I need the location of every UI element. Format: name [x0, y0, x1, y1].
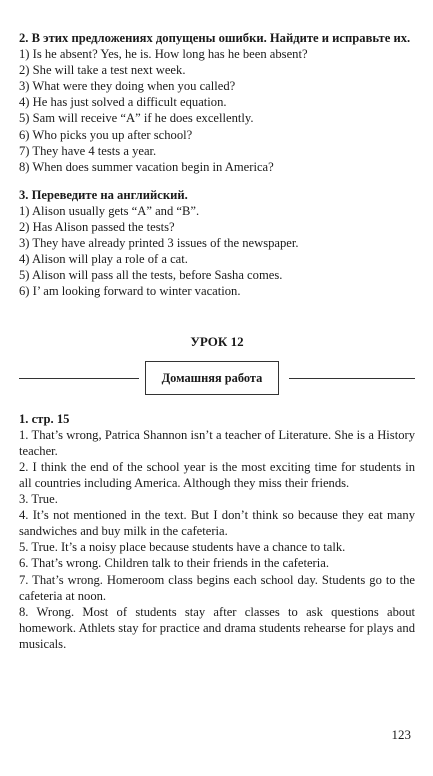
list-item: 6) Who picks you up after school? [19, 127, 193, 142]
list-item: 5) Sam will receive “A” if he does excellently. [19, 111, 254, 126]
exercise-2-title: 2. В этих предложениях допущены ошибки. Найдите и исправьте их. [19, 31, 411, 45]
list-item: 2) She will take a test next week. [19, 63, 186, 78]
list-item: 7. That’s wrong. Homeroom class begins each school day. Students go to the cafeteria at noon. [19, 572, 415, 603]
homework-divider [19, 361, 415, 397]
list-item: 2) Has Alison passed the tests? [19, 220, 175, 235]
list-item: 6) I’ am looking forward to winter vacation. [19, 284, 241, 299]
page-number: 123 [391, 727, 411, 742]
list-item: 3) They have already printed 3 issues of the newspaper. [19, 236, 299, 251]
list-item: 4) Alison will play a role of a cat. [19, 252, 188, 267]
list-item: 7) They have 4 tests a year. [19, 143, 157, 158]
list-item: 5. True. It’s a noisy place because students have a chance to talk. [19, 540, 346, 555]
list-item: 1) Alison usually gets “A” and “B”. [19, 203, 200, 218]
list-item: 3. True. [19, 492, 58, 507]
page-content [19, 30, 415, 652]
divider-line-right [289, 378, 415, 379]
exercise-3-title: 3. Переведите на английский. [19, 187, 188, 202]
homework-label-box: Домашняя работа [145, 361, 279, 395]
divider-line-left [19, 378, 139, 379]
homework-title: 1. стр. 15 [19, 411, 70, 426]
exercise-3-list [19, 203, 415, 300]
list-item: 6. That’s wrong. Children talk to their friends in the cafeteria. [19, 556, 329, 571]
list-item: 4. It’s not mentioned in the text. But I don’t think so because they eat many sandwiches and buy milk in the cafeteria. [19, 508, 415, 539]
exercise-2-list [19, 46, 415, 175]
list-item: 5) Alison will pass all the tests, before Sasha comes. [19, 268, 283, 283]
list-item: 2. I think the end of the school year is the most exciting time for students in all countries including America. Although they miss their friends. [19, 459, 415, 490]
list-item: 8) When does summer vacation begin in America? [19, 159, 274, 174]
lesson-heading: УРОК 12 [190, 333, 244, 349]
list-item: 3) What were they doing when you called? [19, 79, 236, 94]
list-item: 4) He has just solved a difficult equation. [19, 95, 227, 110]
list-item: 1) Is he absent? Yes, he is. How long has he been absent? [19, 47, 308, 62]
list-item: 1. That’s wrong, Patrica Shannon isn’t a teacher of Literature. She is a History teacher. [19, 427, 415, 458]
list-item: 8. Wrong. Most of students stay after classes to ask questions about homework. Athlets stay for practice and drama students rehearse for plays and musicals. [19, 604, 415, 651]
homework-list [19, 427, 415, 652]
